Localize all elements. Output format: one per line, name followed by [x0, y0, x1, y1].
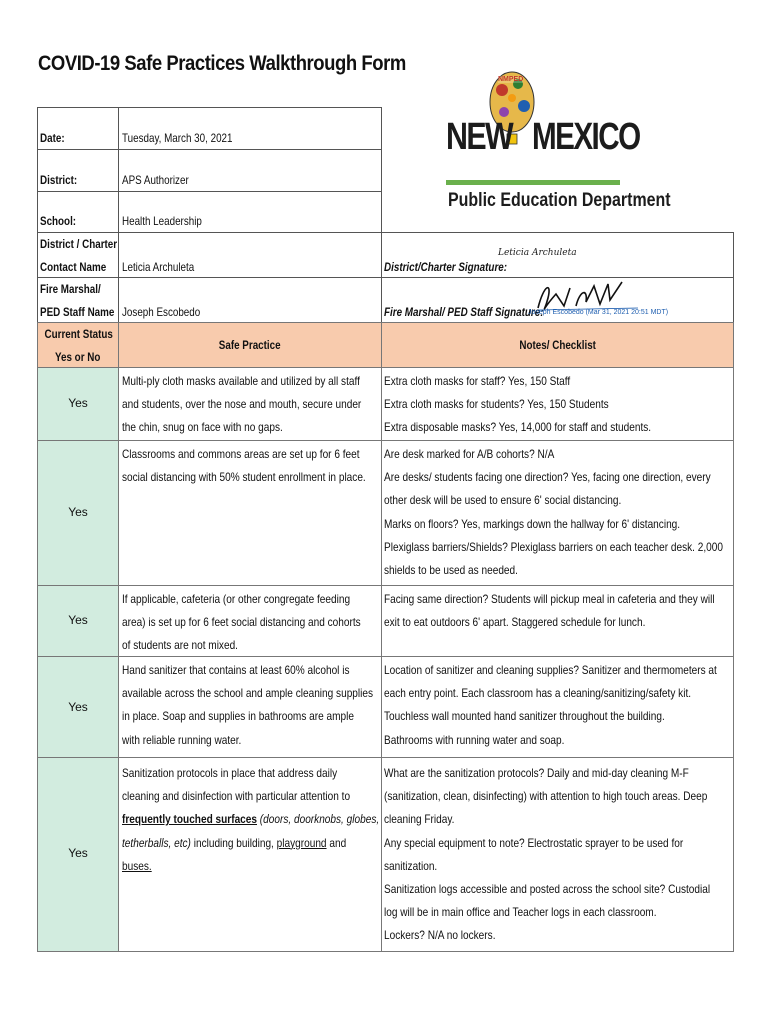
practice-line	[122, 855, 379, 878]
practice-line: in place. Soap and supplies in bathrooms are ample	[122, 709, 354, 724]
notes-line: sanitization.	[384, 858, 438, 873]
district-value: APS Authorizer	[122, 173, 189, 187]
fire-signature-label: Fire Marshal/ PED Staff Signature:	[384, 305, 544, 319]
notes-line: cleaning Friday.	[384, 812, 455, 827]
practice-line: and students, over the nose and mouth, secure under	[122, 397, 362, 412]
notes-line: Sanitization logs accessible and posted across the school site? Custodial	[384, 882, 711, 897]
logo-word-new: NEW	[446, 116, 513, 158]
district-signature: Leticia Archuleta	[498, 248, 577, 258]
notes-line: Extra disposable masks? Yes, 14,000 for staff and students.	[384, 420, 652, 435]
practice-line: with reliable running water.	[122, 732, 242, 747]
status-value: Yes	[68, 505, 88, 519]
notes-line: log will be in main office and Teacher logs in each classroom.	[384, 905, 657, 920]
notes-line: Touchless wall mounted hand sanitizer throughout the building.	[384, 709, 665, 724]
status-value: Yes	[68, 396, 88, 410]
practice-line: of students are not mixed.	[122, 638, 238, 653]
notes-line: What are the sanitization protocols? Daily and mid-day cleaning M-F	[384, 766, 689, 780]
notes-line: Lockers? N/A no lockers.	[384, 928, 496, 943]
logo-subtitle: Public Education Department	[448, 190, 671, 211]
notes-line: exit to eat outdoors 6' apart. Staggered schedule for lunch.	[384, 615, 646, 630]
notes-line: each entry point. Each classroom has a cleaning/sanitizing/safety kit.	[384, 686, 692, 701]
district-label: District:	[40, 173, 78, 187]
date-value: Tuesday, March 30, 2021	[122, 131, 233, 145]
notes-line: Marks on floors? Yes, markings down the hallway for 6' distancing.	[384, 516, 681, 531]
notes-line: Any special equipment to note? Electrostatic sprayer to be used for	[384, 835, 684, 850]
fire-marshal-label-line2: PED Staff Name	[40, 305, 115, 319]
practice-line: Multi-ply cloth masks available and utilized by all staff	[122, 374, 360, 388]
status-value: Yes	[68, 700, 88, 714]
nmped-logo	[442, 62, 671, 218]
italic-text: (doors, doorknobs, globes,	[257, 812, 380, 827]
underlined-text: buses.	[122, 858, 152, 873]
plain-text: and	[326, 835, 347, 850]
notes-line: (sanitization, clean, disinfecting) with attention to high touch areas. Deep	[384, 789, 708, 804]
notes-line: shields to be used as needed.	[384, 563, 518, 578]
date-label: Date:	[40, 131, 65, 145]
emphasis-text: frequently touched surfaces	[122, 812, 258, 827]
notes-line: Facing same direction? Students will pickup meal in cafeteria and they will	[384, 592, 715, 606]
school-label: School:	[40, 214, 77, 228]
practice-line: area) is set up for 6 feet social distancing and cohorts	[122, 615, 361, 630]
underlined-text: playground	[276, 835, 327, 850]
notes-line: Plexiglass barriers/Shields? Plexiglass barriers on each teacher desk. 2,000	[384, 539, 723, 554]
notes-line: Location of sanitizer and cleaning supplies? Sanitizer and thermometers at	[384, 663, 717, 677]
practice-line: available across the school and ample cleaning supplies	[122, 686, 374, 701]
contact-value: Leticia Archuleta	[122, 260, 195, 274]
notes-line: Extra cloth masks for students? Yes, 150 Students	[384, 397, 609, 412]
notes-line: Are desk marked for A/B cohorts? N/A	[384, 447, 555, 461]
nmped-badge: NMPED	[498, 76, 524, 83]
status-value: Yes	[68, 846, 88, 860]
school-value: Health Leadership	[122, 214, 202, 228]
practice-line: cleaning and disinfection with particular attention to	[122, 789, 351, 804]
district-signature-label: District/Charter Signature:	[384, 260, 508, 274]
contact-label-line1: District / Charter	[40, 237, 118, 251]
practice-line: Hand sanitizer that contains at least 60% alcohol is	[122, 663, 350, 677]
practice-line: Classrooms and commons areas are set up for 6 feet	[122, 447, 360, 461]
notes-line: Are desks/ students facing one direction? Yes, facing one direction, every	[384, 470, 711, 485]
notes-line: other desk will be used to ensure 6' social distancing.	[384, 493, 622, 508]
practice-line: social distancing with 50% student enrollment in place.	[122, 470, 366, 485]
practice-line: Sanitization protocols in place that address daily	[122, 766, 338, 780]
form-title: COVID-19 Safe Practices Walkthrough Form	[38, 52, 406, 75]
notes-line: Bathrooms with running water and soap.	[384, 732, 565, 747]
signature-stamp: Joseph Escobedo (Mar 31, 2021 20:51 MDT)	[528, 309, 669, 316]
italic-text: tetherballs, etc)	[122, 835, 191, 850]
header-status-line1: Current Status	[44, 327, 113, 341]
practice-line	[122, 832, 379, 855]
status-value: Yes	[68, 613, 88, 627]
notes-line: Extra cloth masks for staff? Yes, 150 Staff	[384, 374, 571, 388]
plain-text: including building,	[190, 835, 277, 850]
practice-line: If applicable, cafeteria (or other congregate feeding	[122, 592, 351, 606]
contact-label-line2: Contact Name	[40, 260, 107, 274]
logo-word-mexico: MEXICO	[532, 116, 640, 158]
header-practice: Safe Practice	[219, 338, 281, 352]
practice-line: the chin, snug on face with no gaps.	[122, 420, 283, 435]
practice-line	[122, 808, 379, 831]
fire-marshal-value: Joseph Escobedo	[122, 305, 201, 319]
header-notes: Notes/ Checklist	[519, 338, 596, 352]
fire-marshal-label-line1: Fire Marshal/	[40, 282, 101, 296]
header-status-line2: Yes or No	[55, 350, 101, 364]
